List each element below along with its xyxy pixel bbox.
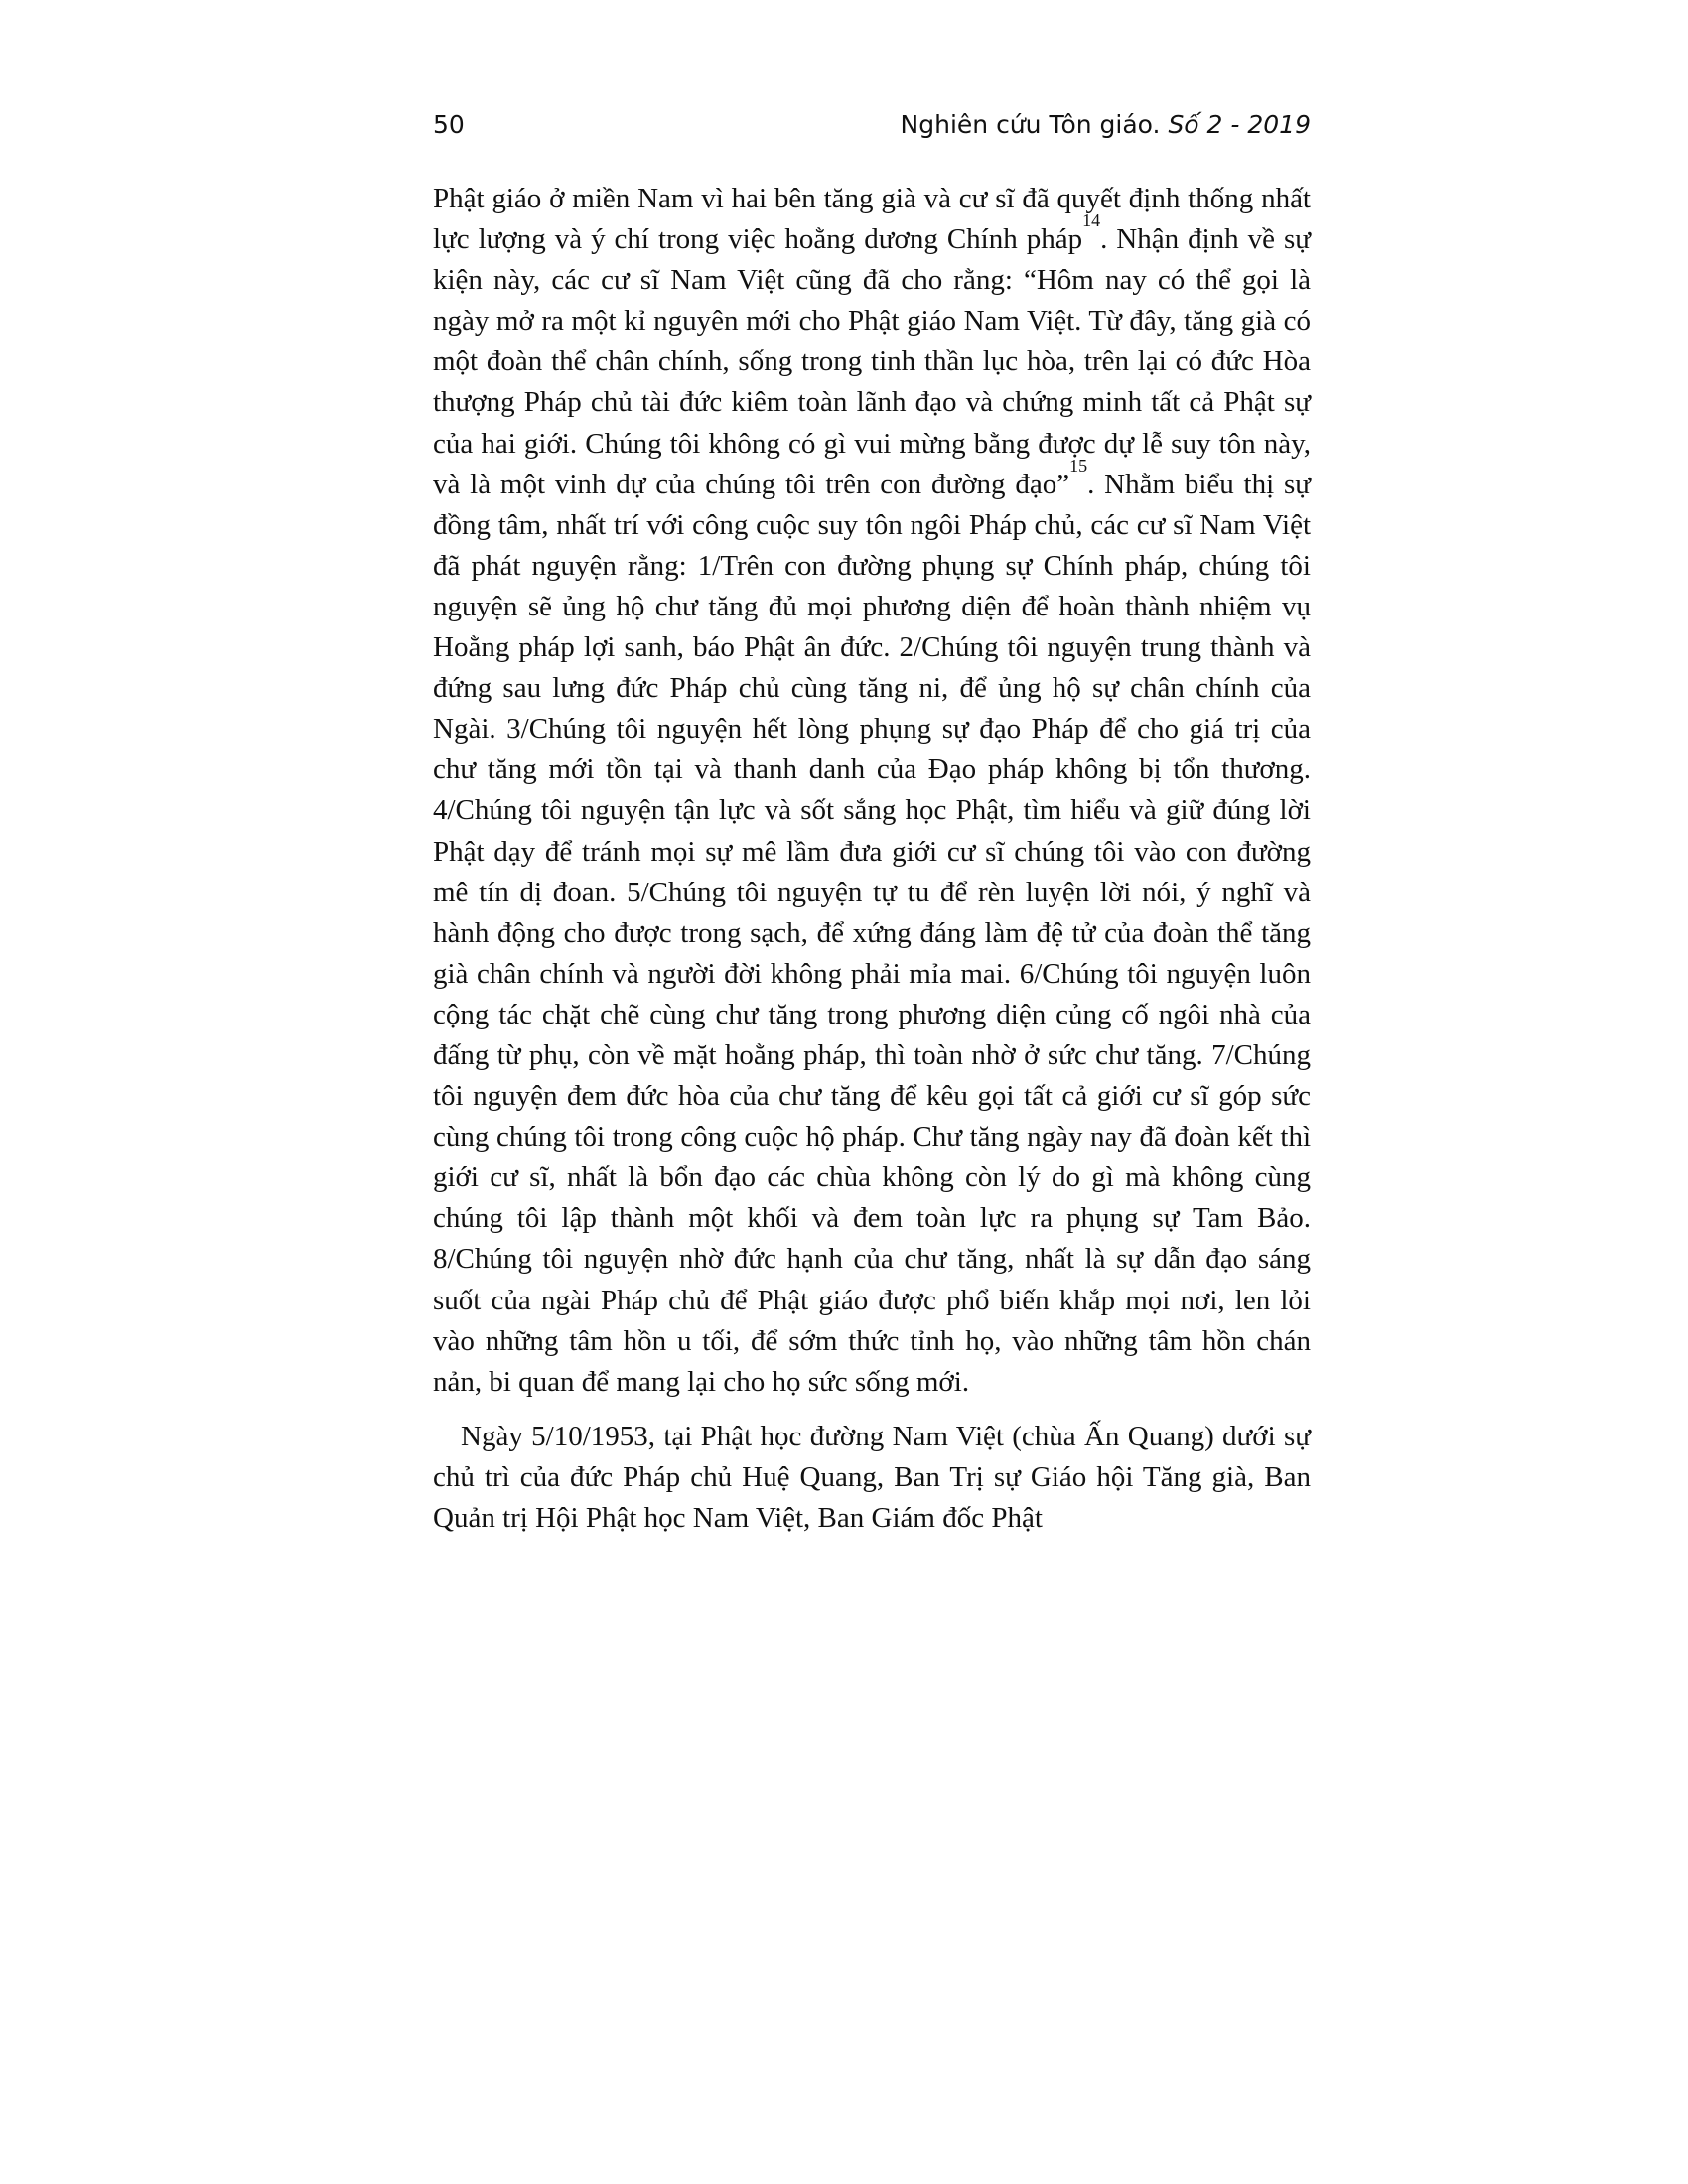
paragraph-1-segment-1: Phật giáo ở miền Nam vì hai bên tăng già và cư sĩ đã quyết định thống nhất lực lượng và ý chí trong việc hoằng dương Chính pháp [433, 183, 1311, 256]
page-header [433, 105, 1311, 145]
paragraph-1 [433, 179, 1311, 1403]
issue-number: Số 2 - 2019 [1168, 110, 1311, 139]
paragraph-2: Ngày 5/10/1953, tại Phật học đường Nam Việt (chùa Ấn Quang) dưới sự chủ trì của đức Pháp chủ Huệ Quang, Ban Trị sự Giáo hội Tăng già, Ban Quản trị Hội Phật học Nam Việt, Ban Giám đốc Phật [433, 1420, 1311, 1534]
paragraph-1-segment-2: . Nhận định về sự kiện này, các cư sĩ Nam Việt cũng đã cho rằng: “Hôm nay có thể gọi là ngày mở ra một kỉ nguyên mới cho Phật giáo Nam Việt. Từ đây, tăng già có một đoàn thể chân chính, sống trong tinh thần lục hòa, trên lại có đức Hòa thượng Pháp chủ tài đức kiêm toàn lãnh đạo và chứng minh tất cả Phật sự của hai giới. Chúng tôi không có gì vui mừng bằng được dự lễ suy tôn này, và là một vinh dự của chúng tôi trên con đường đạo” [433, 223, 1311, 500]
article-body [433, 179, 1311, 1539]
journal-title: Nghiên cứu Tôn giáo. [900, 110, 1161, 139]
running-title [901, 105, 1311, 145]
footnote-ref-14[interactable]: 14 [1082, 210, 1101, 231]
page-number: 50 [433, 110, 465, 139]
paragraph-1-segment-3: . Nhằm biểu thị sự đồng tâm, nhất trí với công cuộc suy tôn ngôi Pháp chủ, các cư sĩ Nam Việt đã phát nguyện rằng: 1/Trên con đường phụng sự Chính pháp, chúng tôi nguyện sẽ ủng hộ chư tăng đủ mọi phương diện để hoàn thành nhiệm vụ Hoằng pháp lợi sanh, báo Phật ân đức. 2/Chúng tôi nguyện trung thành và đứng sau lưng đức Pháp chủ cùng tăng ni, để ủng hộ sự chân chính của Ngài. 3/Chúng tôi nguyện hết lòng phụng sự đạo Pháp để cho giá trị của chư tăng mới tồn tại và thanh danh của Đạo pháp không bị tổn thương. 4/Chúng tôi nguyện tận lực và sốt sắng học Phật, tìm hiểu và giữ đúng lời Phật dạy để tránh mọi sự mê lầm đưa giới cư sĩ chúng tôi vào con đường mê tín dị đoan. 5/Chúng tôi nguyện tự tu để rèn luyện lời nói, ý nghĩ và hành động cho được trong sạch, để xứng đáng làm đệ tử của đoàn thể tăng già chân chính và người đời không phải mỉa mai. 6/Chúng tôi nguyện luôn cộng tác chặt chẽ cùng chư tăng trong phương diện củng cố ngôi nhà của đấng từ phụ, còn về mặt hoằng pháp, thì toàn nhờ ở sức chư tăng. 7/Chúng tôi nguyện đem đức hòa của chư tăng để kêu gọi tất cả giới cư sĩ góp sức cùng chúng tôi trong công cuộc hộ pháp. Chư tăng ngày nay đã đoàn kết thì giới cư sĩ, nhất là bổn đạo các chùa không còn lý do gì mà không cùng chúng tôi lập thành một khối và đem toàn lực ra phụng sự Tam Bảo. 8/Chúng tôi nguyện nhờ đức hạnh của chư tăng, nhất là sự dẫn đạo sáng suốt của ngài Pháp chủ để Phật giáo được phổ biến khắp mọi nơi, len lỏi vào những tâm hồn u tối, để sớm thức tỉnh họ, vào những tâm hồn chán nản, bi quan để mang lại cho họ sức sống mới. [433, 468, 1311, 1398]
footnote-ref-15[interactable]: 15 [1069, 456, 1088, 476]
